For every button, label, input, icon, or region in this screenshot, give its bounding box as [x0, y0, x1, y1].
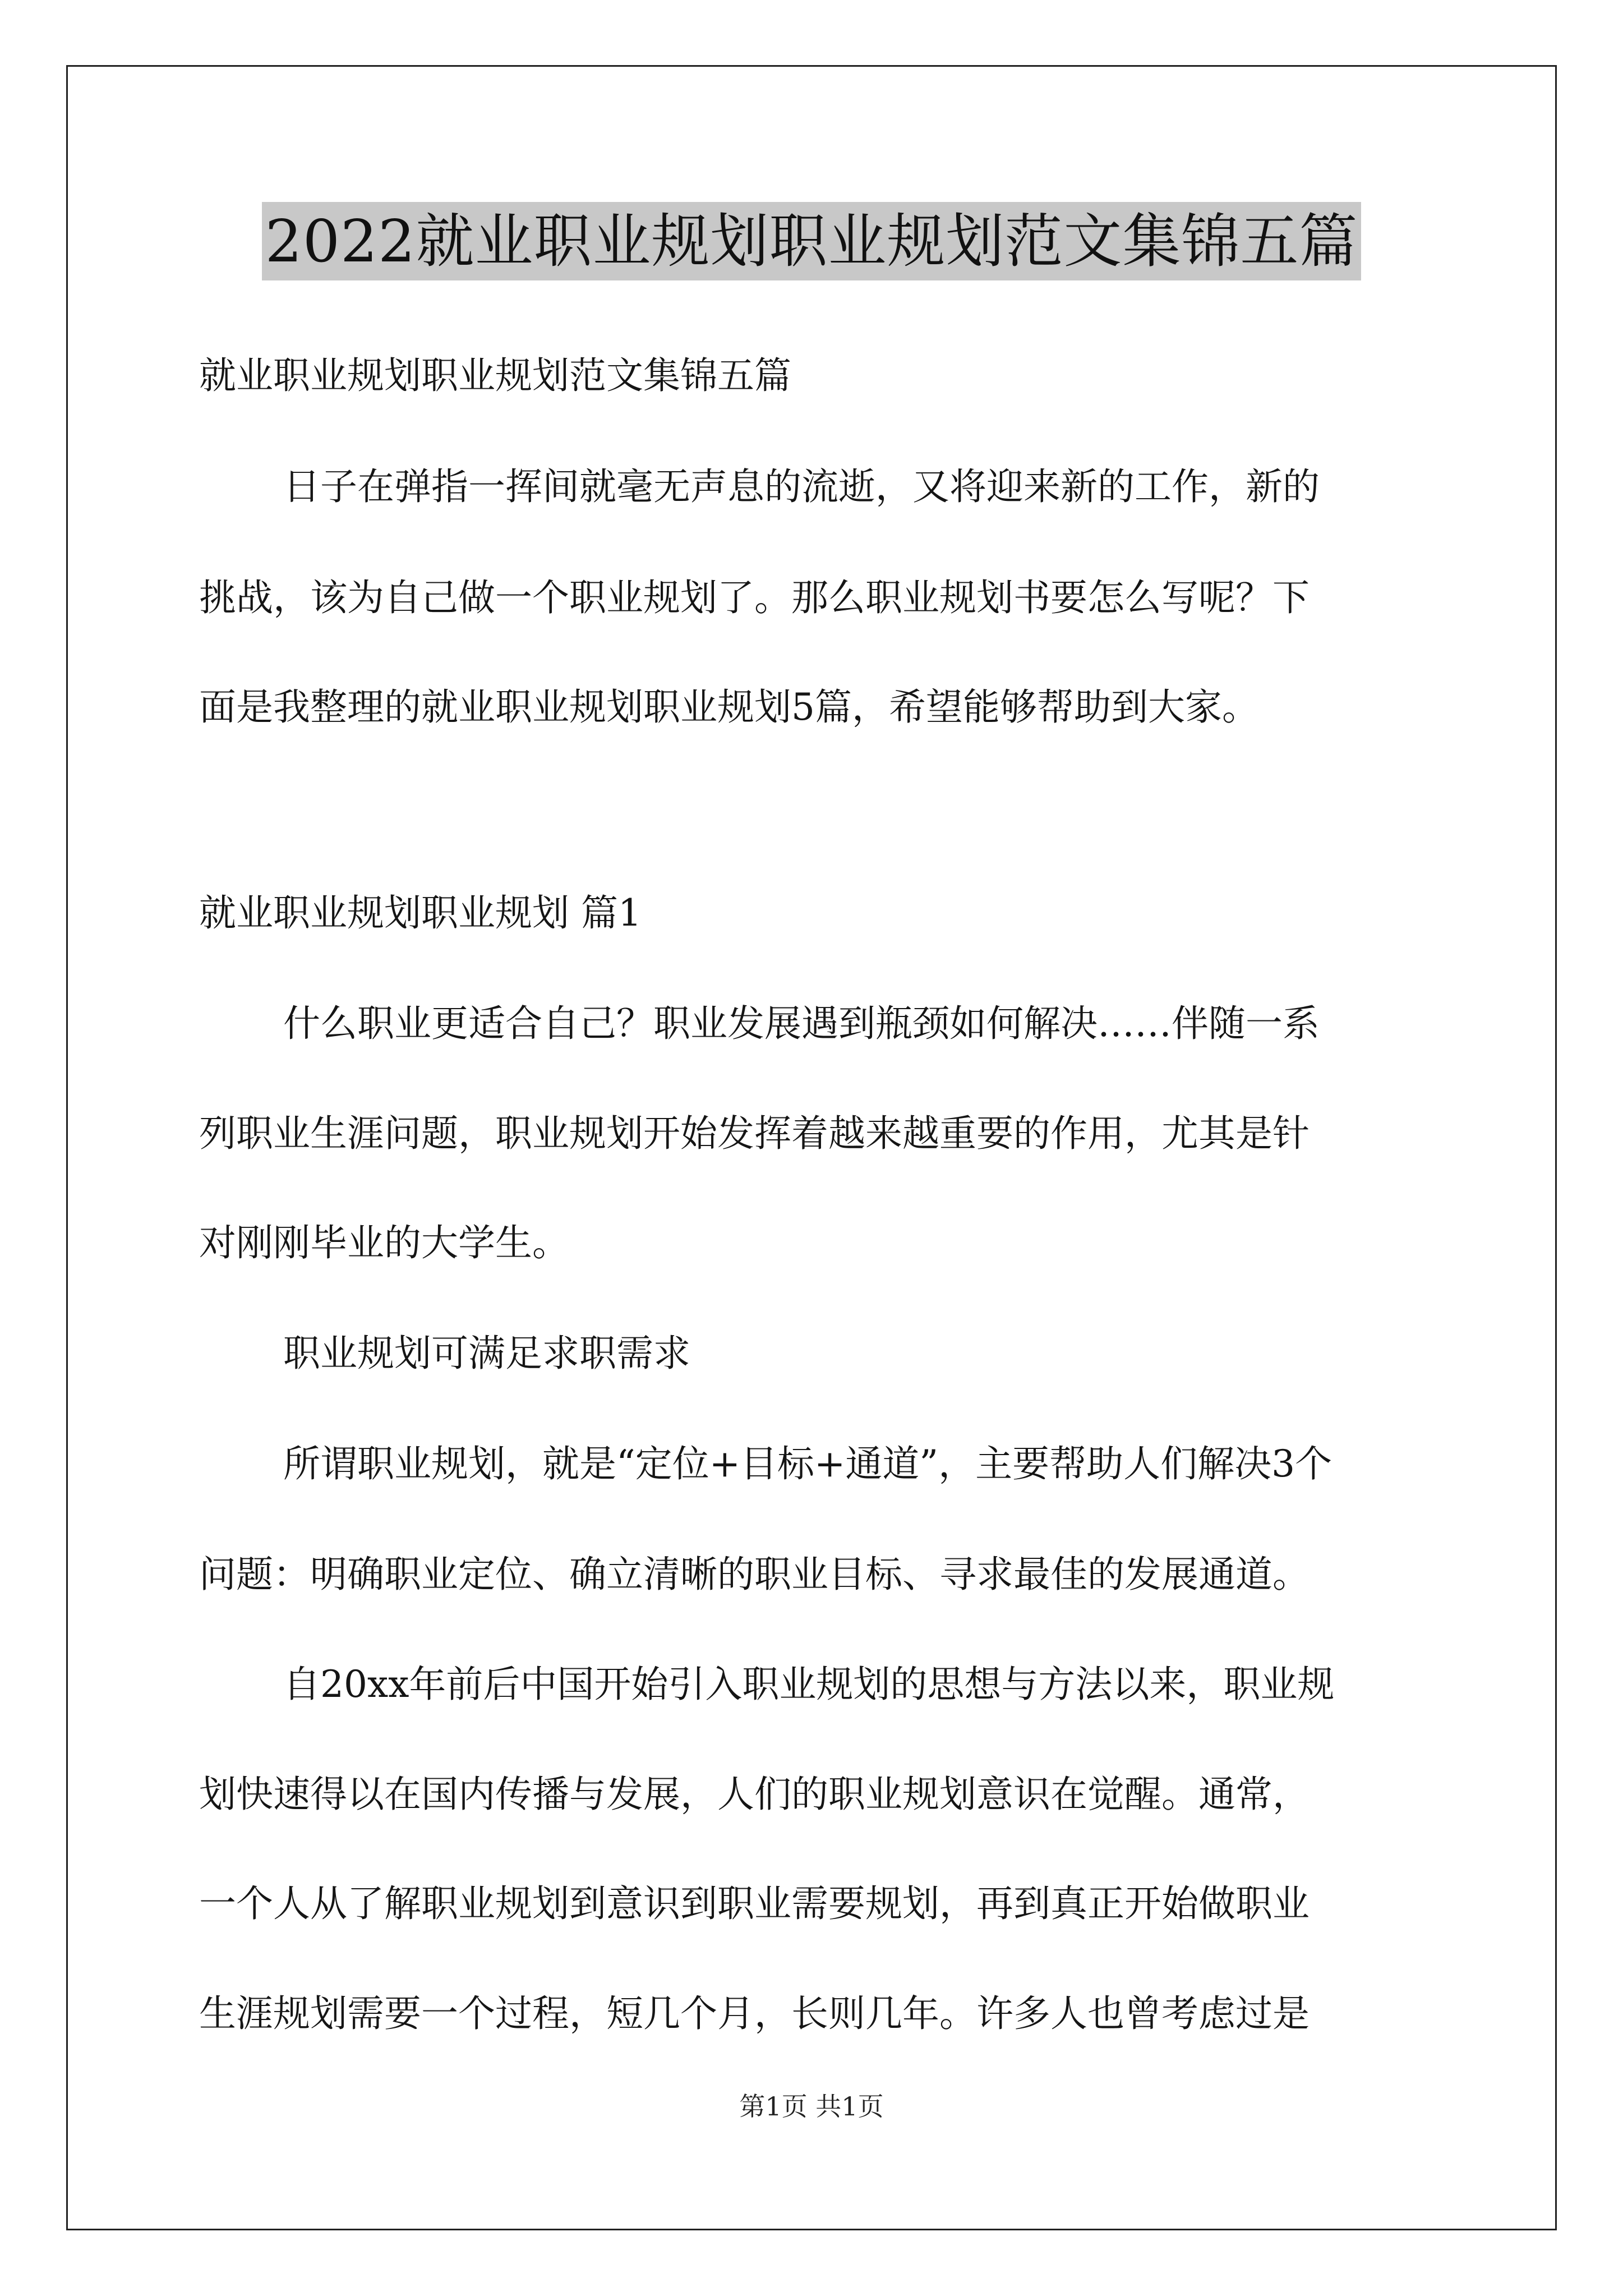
- document-title: 2022就业职业规划职业规划范文集锦五篇: [262, 202, 1362, 280]
- section-heading: 就业职业规划职业规划 篇1: [199, 891, 642, 935]
- paragraph-line: 列职业生涯问题，职业规划开始发挥着越来越重要的作用，尤其是针: [199, 1112, 1310, 1155]
- paragraph-line: 问题：明确职业定位、确立清晰的职业目标、寻求最佳的发展通道。: [199, 1553, 1310, 1596]
- paragraph-line: 面是我整理的就业职业规划职业规划5篇，希望能够帮助到大家。: [199, 685, 1259, 729]
- paragraph-line: 对刚刚毕业的大学生。: [199, 1221, 569, 1264]
- paragraph-line: 日子在弹指一挥间就毫无声息的流逝，又将迎来新的工作，新的: [283, 465, 1320, 508]
- paragraph-line: 什么职业更适合自己？职业发展遇到瓶颈如何解决……伴随一系: [283, 1002, 1320, 1045]
- paragraph-line: 划快速得以在国内传播与发展，人们的职业规划意识在觉醒。通常，: [199, 1773, 1310, 1816]
- paragraph-line: 自20xx年前后中国开始引入职业规划的思想与方法以来，职业规: [283, 1663, 1335, 1706]
- paragraph-line: 职业规划可满足求职需求: [283, 1332, 690, 1375]
- document-subtitle: 就业职业规划职业规划范文集锦五篇: [199, 354, 791, 397]
- paragraph-line: 生涯规划需要一个过程，短几个月，长则几年。许多人也曾考虑过是: [199, 1992, 1310, 2035]
- page-footer: 第1页 共1页: [739, 2091, 884, 2122]
- title-container: [0, 202, 1623, 280]
- paragraph-line: 一个人从了解职业规划到意识到职业需要规划，再到真正开始做职业: [199, 1882, 1310, 1925]
- paragraph-line: 挑战，该为自己做一个职业规划了。那么职业规划书要怎么写呢？下: [199, 576, 1310, 619]
- paragraph-line: 所谓职业规划，就是“定位+目标+通道”，主要帮助人们解决3个: [283, 1442, 1332, 1485]
